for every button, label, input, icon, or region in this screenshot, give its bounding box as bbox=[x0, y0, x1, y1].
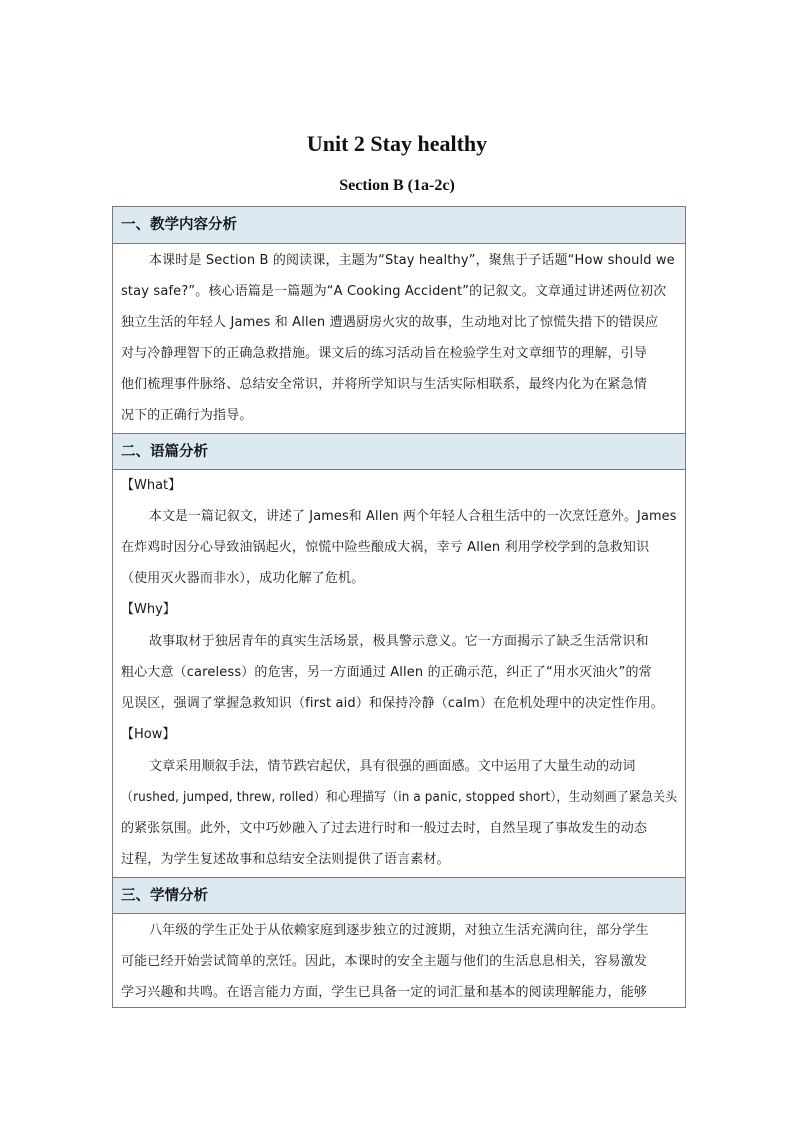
paragraph-line: 他们梳理事件脉络、总结安全常识，并将所学知识与生活实际相联系，最终内化为在紧急情 bbox=[121, 377, 648, 392]
paragraph-line: 的紧张氛围。此外，文中巧妙融入了过去进行时和一般过去时，自然呈现了事故发生的动态 bbox=[121, 821, 648, 836]
paragraph-line: （使用灭火器而非水），成功化解了危机。 bbox=[121, 571, 365, 586]
paragraph-line: 可能已经开始尝试简单的烹饪。因此，本课时的安全主题与他们的生活息息相关，容易激发 bbox=[121, 954, 648, 969]
how-tag: 【How】 bbox=[121, 727, 176, 742]
section-heading-learner-analysis: 三、学情分析 bbox=[113, 877, 685, 914]
paragraph-line: 粗心大意（careless）的危害，另一方面通过 Allen 的正确示范，纠正了“用水灭油火”的常 bbox=[121, 665, 652, 680]
paragraph-line: 故事取材于独居青年的真实生活场景，极具警示意义。它一方面揭示了缺乏生活常识和 bbox=[149, 634, 649, 649]
paragraph-line: （rushed, jumped, threw, rolled）和心理描写（in a panic, stopped short），生动刻画了紧急关头 bbox=[121, 790, 678, 805]
section-heading-text-analysis: 二、语篇分析 bbox=[113, 433, 685, 470]
why-tag: 【Why】 bbox=[121, 602, 176, 617]
page-subtitle: Section B (1a-2c) bbox=[339, 177, 455, 194]
lesson-plan-table bbox=[112, 206, 686, 1008]
paragraph-line: 文章采用顺叙手法，情节跌宕起伏，具有很强的画面感。文中运用了大量生动的动词 bbox=[149, 759, 636, 774]
paragraph-line: 学习兴趣和共鸣。在语言能力方面，学生已具备一定的词汇量和基本的阅读理解能力，能够 bbox=[121, 985, 648, 1000]
paragraph-line: 独立生活的年轻人 James 和 Allen 遭遇厨房火灾的故事，生动地对比了惊慌失措下的错误应 bbox=[121, 315, 659, 330]
paragraph-line: stay safe?”。核心语篇是一篇题为“A Cooking Accident”的记叙文。文章通过讲述两位初次 bbox=[121, 284, 667, 299]
paragraph-line: 八年级的学生正处于从依赖家庭到逐步独立的过渡期，对独立生活充满向往，部分学生 bbox=[149, 923, 649, 938]
section-body-text-analysis bbox=[113, 470, 685, 877]
paragraph-line: 见误区，强调了掌握急救知识（first aid）和保持冷静（calm）在危机处理中的决定性作用。 bbox=[121, 696, 664, 711]
paragraph-line: 况下的正确行为指导。 bbox=[121, 408, 253, 423]
page-title: Unit 2 Stay healthy bbox=[306, 131, 488, 156]
paragraph-line: 对与冷静理智下的正确急救措施。课文后的练习活动旨在检验学生对文章细节的理解，引导 bbox=[121, 346, 648, 361]
paragraph-line: 本文是一篇记叙文，讲述了 James和 Allen 两个年轻人合租生活中的一次烹饪意外。James bbox=[149, 509, 677, 524]
section-heading-content-analysis: 一、教学内容分析 bbox=[113, 207, 685, 244]
paragraph-line: 过程，为学生复述故事和总结安全法则提供了语言素材。 bbox=[121, 852, 450, 867]
paragraph-line: 本课时是 Section B 的阅读课，主题为“Stay healthy”，聚焦于子话题“How should we bbox=[149, 253, 675, 268]
paragraph-line: 在炸鸡时因分心导致油锅起火，惊慌中险些酿成大祸，幸亏 Allen 利用学校学到的急救知识 bbox=[121, 540, 650, 555]
section-body-content-analysis bbox=[113, 244, 685, 434]
what-tag: 【What】 bbox=[121, 478, 182, 493]
section-body-learner-analysis bbox=[113, 914, 685, 1008]
